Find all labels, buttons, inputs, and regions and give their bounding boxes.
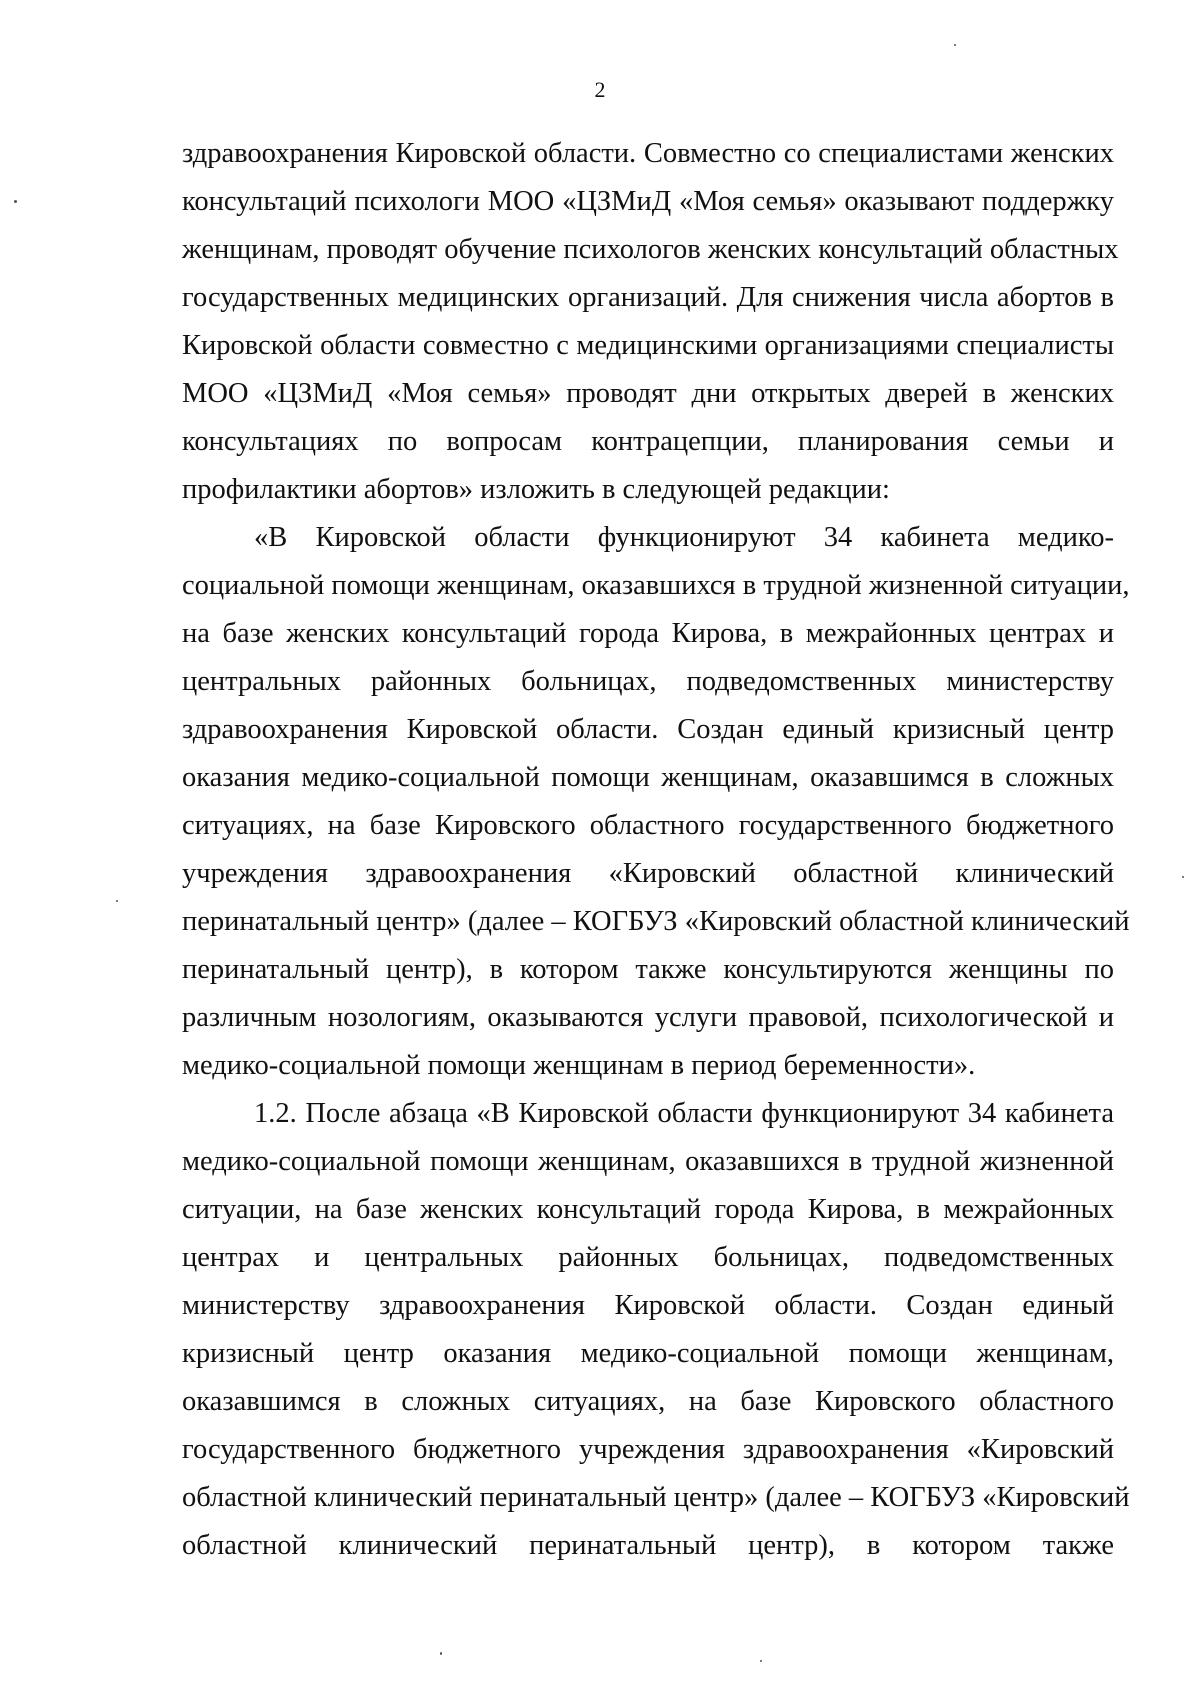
text-line: перинатальный центр» (далее – КОГБУЗ «Кировский областной клинический (182, 906, 1130, 937)
scan-speck (954, 44, 956, 46)
text-line: различным нозологиям, оказываются услуги правовой, психологической и (182, 1002, 1114, 1033)
paragraph-1 (182, 130, 1119, 514)
text-line: консультаций психологи МОО «ЦЗМиД «Моя семья» оказывают поддержку (182, 186, 1114, 217)
paragraph-3 (182, 1090, 1130, 1570)
text-line: «В Кировской области функционируют 34 кабинета медико- (254, 522, 1114, 553)
text-line: 1.2. После абзаца «В Кировской области функционируют 34 кабинета (254, 1098, 1114, 1129)
text-line: медико-социальной помощи женщинам в период беременности». (182, 1050, 976, 1081)
text-line: МОО «ЦЗМиД «Моя семья» проводят дни открытых дверей в женских (182, 378, 1114, 409)
text-line: государственных медицинских организаций. Для снижения числа абортов в (182, 282, 1114, 313)
text-line: женщинам, проводят обучение психологов женских консультаций областных (182, 234, 1119, 265)
text-line: областной клинический перинатальный центр), в котором также (182, 1530, 1114, 1561)
text-line: консультациях по вопросам контрацепции, планирования семьи и (182, 426, 1114, 457)
text-line: оказания медико-социальной помощи женщинам, оказавшимся в сложных (182, 762, 1114, 793)
scan-speck (1182, 876, 1184, 878)
text-line: медико-социальной помощи женщинам, оказавшихся в трудной жизненной (182, 1146, 1114, 1177)
text-line: Кировской области совместно с медицинскими организациями специалисты (182, 330, 1114, 361)
page-number: 2 (594, 77, 606, 102)
text-line: здравоохранения Кировской области. Совместно со специалистами женских (182, 138, 1114, 169)
text-line: областной клинический перинатальный центр» (далее – КОГБУЗ «Кировский (182, 1482, 1130, 1513)
scan-speck (760, 1660, 762, 1662)
text-line: профилактики абортов» изложить в следующей редакции: (182, 474, 890, 505)
text-line: социальной помощи женщинам, оказавшихся в трудной жизненной ситуации, (182, 570, 1130, 601)
paragraph-2 (182, 514, 1130, 1090)
text-line: кризисный центр оказания медико-социальной помощи женщинам, (182, 1338, 1114, 1369)
text-line: здравоохранения Кировской области. Создан единый кризисный центр (182, 714, 1114, 745)
text-line: перинатальный центр), в котором также консультируются женщины по (182, 954, 1114, 985)
text-line: центральных районных больницах, подведомственных министерству (182, 666, 1114, 697)
scan-speck (440, 1652, 442, 1655)
text-line: ситуациях, на базе Кировского областного государственного бюджетного (182, 810, 1114, 841)
text-line: учреждения здравоохранения «Кировский областной клинический (182, 858, 1114, 889)
scan-speck (116, 900, 118, 902)
text-line: центрах и центральных районных больницах, подведомственных (182, 1242, 1114, 1273)
text-line: оказавшимся в сложных ситуациях, на базе Кировского областного (182, 1386, 1114, 1417)
text-line: министерству здравоохранения Кировской области. Создан единый (182, 1290, 1114, 1321)
text-line: ситуации, на базе женских консультаций города Кирова, в межрайонных (182, 1194, 1114, 1225)
text-line: на базе женских консультаций города Кирова, в межрайонных центрах и (182, 618, 1114, 649)
scan-speck (14, 200, 17, 203)
document-body (182, 130, 1130, 1570)
text-line: государственного бюджетного учреждения здравоохранения «Кировский (182, 1434, 1114, 1465)
